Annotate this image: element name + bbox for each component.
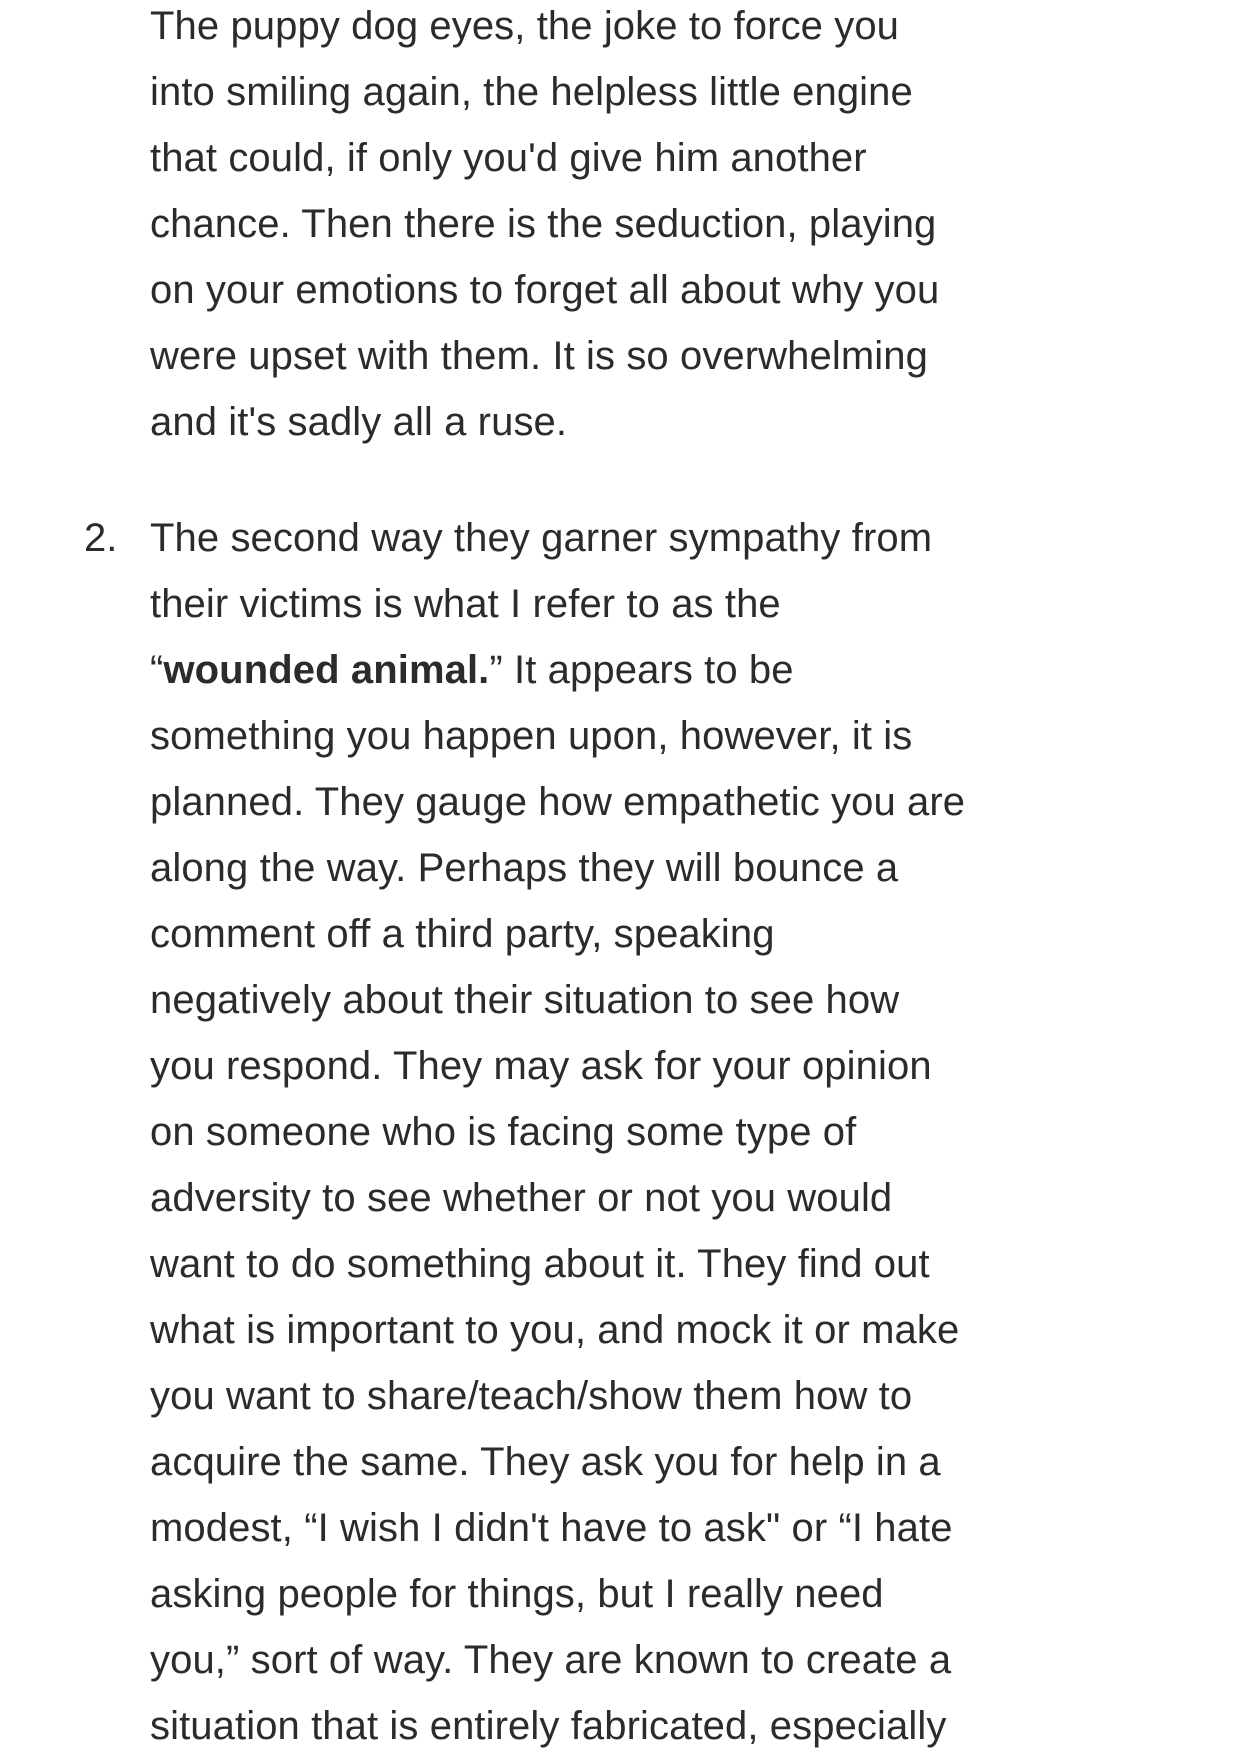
line-remainder: ” It appears to be bbox=[489, 648, 794, 692]
text-line: on your emotions to forget all about why you bbox=[150, 268, 940, 312]
text-line: something you happen upon, however, it is bbox=[150, 714, 913, 758]
list-item-2 bbox=[150, 505, 1150, 1759]
text-line: that could, if only you'd give him another bbox=[150, 136, 867, 180]
text-line: want to do something about it. They find out bbox=[150, 1242, 930, 1286]
text-line: you respond. They may ask for your opinion bbox=[150, 1044, 932, 1088]
text-line: into smiling again, the helpless little engine bbox=[150, 70, 913, 114]
text-line: and it's sadly all a ruse. bbox=[150, 400, 568, 444]
text-line-with-bold bbox=[150, 637, 1150, 703]
text-line: what is important to you, and mock it or make bbox=[150, 1308, 960, 1352]
paragraph-1 bbox=[150, 0, 1150, 455]
text-line: modest, “I wish I didn't have to ask" or “I hate bbox=[150, 1506, 953, 1550]
text-line: situation that is entirely fabricated, especially bbox=[150, 1704, 947, 1748]
text-line: chance. Then there is the seduction, playing bbox=[150, 202, 937, 246]
text-line: were upset with them. It is so overwhelming bbox=[150, 334, 928, 378]
text-line: planned. They gauge how empathetic you are bbox=[150, 780, 966, 824]
text-line: on someone who is facing some type of bbox=[150, 1110, 857, 1154]
text-line: you want to share/teach/show them how to bbox=[150, 1374, 913, 1418]
bold-term: wounded animal. bbox=[163, 648, 490, 692]
list-number: 2. bbox=[84, 516, 118, 560]
text-line: The second way they garner sympathy from bbox=[150, 516, 933, 560]
text-line: negatively about their situation to see how bbox=[150, 978, 900, 1022]
text-line: comment off a third party, speaking bbox=[150, 912, 775, 956]
text-line: along the way. Perhaps they will bounce a bbox=[150, 846, 899, 890]
text-line: acquire the same. They ask you for help in a bbox=[150, 1440, 941, 1484]
open-quote: “ bbox=[150, 648, 164, 692]
text-line: their victims is what I refer to as the bbox=[150, 582, 781, 626]
text-line: you,” sort of way. They are known to create a bbox=[150, 1638, 952, 1682]
text-line: adversity to see whether or not you would bbox=[150, 1176, 893, 1220]
text-line: asking people for things, but I really need bbox=[150, 1572, 884, 1616]
text-line: The puppy dog eyes, the joke to force you bbox=[150, 4, 900, 48]
